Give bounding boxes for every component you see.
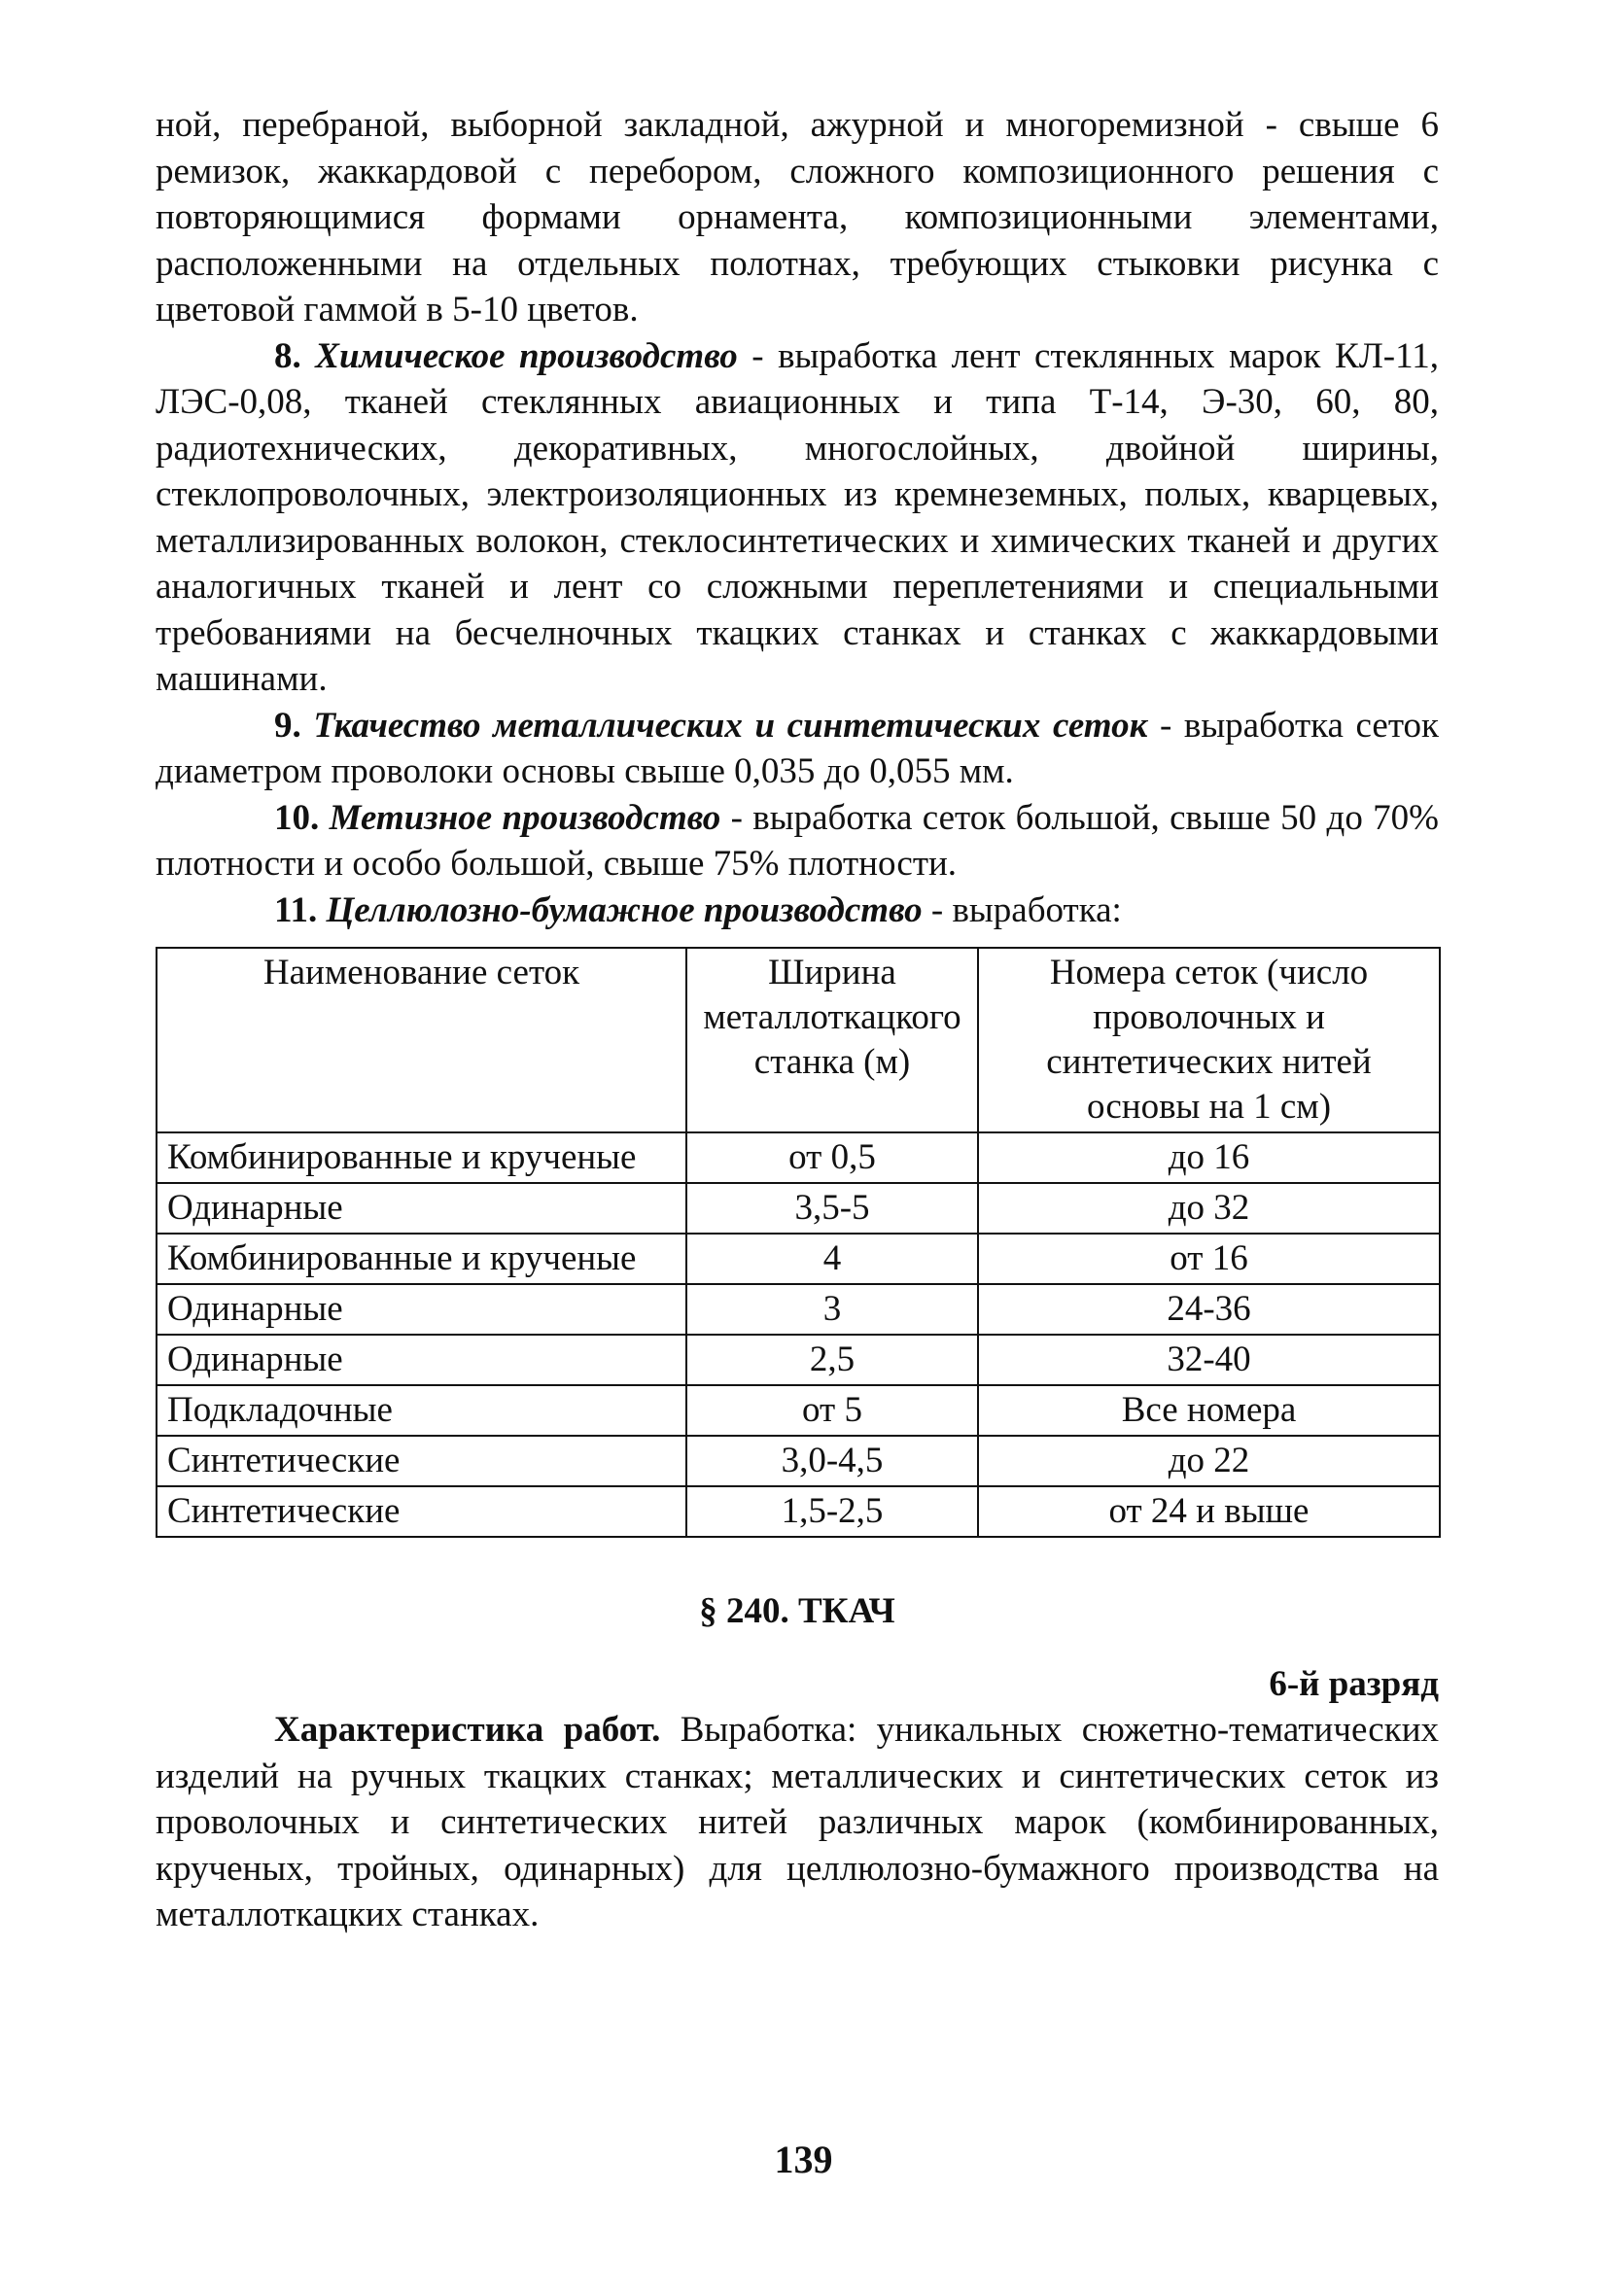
table-cell: Синтетические xyxy=(157,1436,686,1486)
table-cell: Все номера xyxy=(978,1385,1440,1436)
table-cell: от 16 xyxy=(978,1234,1440,1284)
table-cell: Одинарные xyxy=(157,1335,686,1385)
characteristic-paragraph xyxy=(156,1707,1439,1938)
table-cell: 3,0-4,5 xyxy=(686,1436,978,1486)
table-cell: до 16 xyxy=(978,1132,1440,1183)
table-cell: Подкладочные xyxy=(157,1385,686,1436)
table-cell: Комбинированные и крученые xyxy=(157,1132,686,1183)
characteristic-text: Выработка: уникальных сюжетно-тематических изделий на ручных ткацких станках; металлических и синтетических сеток из проволочных и синтетических нитей различных марок (комбинированных, крученых, тройных, одинарных) для целлюлозно-бумажного производства на металлоткацких станках. xyxy=(156,1710,1440,1934)
continuation-paragraph: ной, перебраной, выборной закладной, ажурной и многоремизной - свыше 6 ремизок, жаккардовой с перебором, сложного композиционного решения с повторяющимися формами орнамента, композиционными элементами, расположенными на отдельных полотнах, требующих стыковки рисунка с цветовой гаммой в 5-10 цветов. xyxy=(156,105,1439,330)
table-row xyxy=(157,1132,1440,1183)
table-header-row xyxy=(157,948,1440,1132)
table-row xyxy=(157,1183,1440,1234)
table-cell: от 5 xyxy=(686,1385,978,1436)
item-number: 9. xyxy=(274,705,301,746)
table-cell: Одинарные xyxy=(157,1183,686,1234)
table-row xyxy=(157,1436,1440,1486)
table-row xyxy=(157,1234,1440,1284)
characteristic-label: Характеристика работ. xyxy=(274,1710,661,1750)
item-number: 10. xyxy=(274,797,320,838)
page-number: 139 xyxy=(774,2138,833,2181)
table-cell: Комбинированные и крученые xyxy=(157,1234,686,1284)
table-cell: 24-36 xyxy=(978,1284,1440,1335)
item-text: - выработка: xyxy=(922,889,1122,930)
table-row xyxy=(157,1335,1440,1385)
section-title: § 240. ТКАЧ xyxy=(699,1591,895,1631)
item-text: - выработка сеток большой, свыше 50 до 70% плотности и особо большой, свыше 75% плотности. xyxy=(156,797,1440,884)
item-term: Химическое производство xyxy=(315,335,738,376)
table-row xyxy=(157,1284,1440,1335)
page-content xyxy=(156,102,1439,1938)
item-9-paragraph xyxy=(156,703,1439,795)
nets-table-wrapper xyxy=(156,947,1439,1538)
item-11-paragraph xyxy=(156,887,1439,934)
table-header-cell: Наименование сеток xyxy=(157,948,686,1132)
item-text: - выработка лент стеклянных марок КЛ-11, ЛЭС-0,08, тканей стеклянных авиационных и типа Т-14, Э-30, 60, 80, радиотехнических, декоративных, многослойных, двойной ширины, стеклопроволочных, электроизоляционных из кремнеземных, полых, кварцевых, металлизированных волокон, стеклосинтетических и химических тканей и других аналогичных тканей и лент со сложными переплетениями и специальными требованиями на бесчелночных ткацких станках и станках с жаккардовыми машинами. xyxy=(156,335,1440,699)
table-cell: Синтетические xyxy=(157,1486,686,1537)
item-term: Целлюлозно-бумажное производство xyxy=(326,889,923,930)
table-header-cell: Номера сеток (число проволочных и синтетических нитей основы на 1 см) xyxy=(978,948,1440,1132)
nets-table xyxy=(156,947,1441,1538)
table-row xyxy=(157,1385,1440,1436)
item-10-paragraph xyxy=(156,795,1439,887)
table-cell: 3 xyxy=(686,1284,978,1335)
grade-label: 6-й разряд xyxy=(1269,1664,1439,1704)
table-cell: 1,5-2,5 xyxy=(686,1486,978,1537)
item-text: - выработка сеток диаметром проволоки основы свыше 0,035 до 0,055 мм. xyxy=(156,705,1439,791)
item-term: Ткачество металлических и синтетических сеток xyxy=(313,705,1148,746)
table-cell: 2,5 xyxy=(686,1335,978,1385)
table-cell: 3,5-5 xyxy=(686,1183,978,1234)
table-row xyxy=(157,1486,1440,1537)
item-term: Метизное производство xyxy=(329,797,721,838)
table-cell: до 32 xyxy=(978,1183,1440,1234)
table-cell: до 22 xyxy=(978,1436,1440,1486)
table-cell: от 24 и выше xyxy=(978,1486,1440,1537)
table-cell: Одинарные xyxy=(157,1284,686,1335)
item-number: 8. xyxy=(274,335,301,376)
table-cell: 4 xyxy=(686,1234,978,1284)
table-header-cell: Ширина металлоткацкого станка (м) xyxy=(686,948,978,1132)
table-cell: 32-40 xyxy=(978,1335,1440,1385)
item-8-paragraph xyxy=(156,333,1439,703)
item-number: 11. xyxy=(274,889,318,930)
table-cell: от 0,5 xyxy=(686,1132,978,1183)
